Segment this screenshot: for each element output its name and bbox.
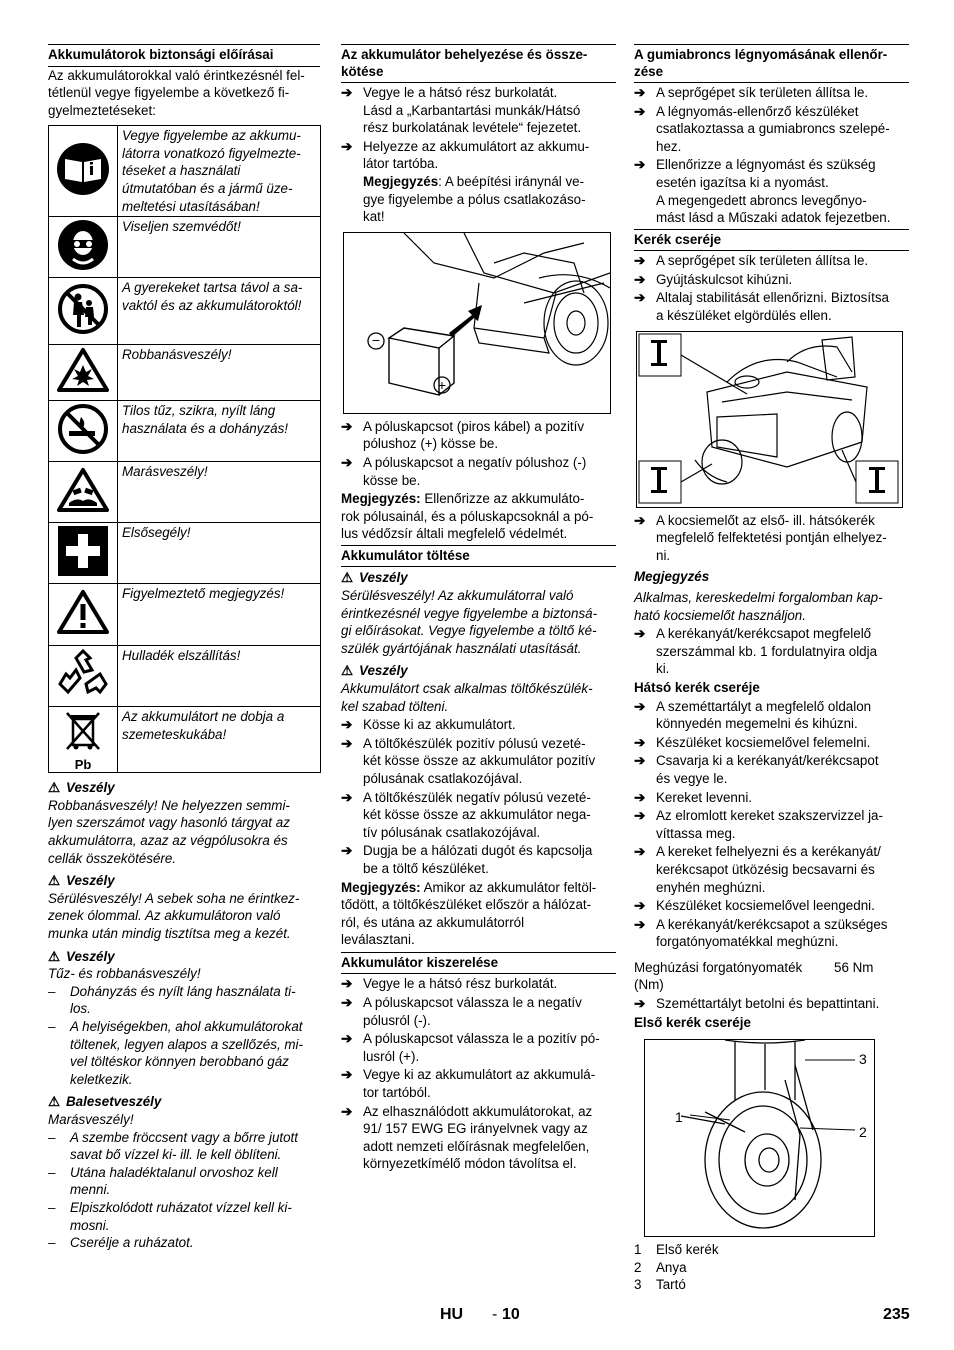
arrow-icon: ➔ xyxy=(634,996,646,1012)
keep-children-away-icon xyxy=(49,278,118,345)
step-item: ➔ Vegye le a hátsó rész burkolatát. Lásd a „Karbantartási munkák/Hátsó rész burkolatának levétele“ fejezetet. xyxy=(341,85,582,136)
explosion-hazard-icon xyxy=(49,345,118,401)
section-heading: A gumiabroncs légnyomásának ellenőr- zése xyxy=(634,44,909,80)
divider xyxy=(634,250,909,251)
no-fire-smoking-icon xyxy=(49,401,118,462)
section-heading: Az akkumulátor behelyezése és össze- kötése xyxy=(341,44,616,80)
legend-item: 3 Tartó xyxy=(634,1277,686,1293)
table-row xyxy=(49,707,321,773)
table-cell-text: Viseljen szemvédőt! xyxy=(118,217,321,278)
recycling-icon xyxy=(49,646,118,707)
arrow-icon: ➔ xyxy=(341,735,353,751)
danger-text: Sérülésveszély! A sebek soha ne érintkez- zenek ólommal. Az akkumulátoron való munka után mindig tisztítsa meg a kezét. xyxy=(48,890,300,942)
section-heading: Kerék cseréje xyxy=(634,229,909,249)
footer-dash: - xyxy=(492,1306,498,1323)
table-cell-text: Vegye figyelembe az akkumu- látorra vonatkozó figyelmezte- téseket a használati útmutatóban és a jármű üze- meltetési utasításában! xyxy=(118,126,321,217)
safety-symbols-table xyxy=(48,125,321,773)
note-text: Megjegyzés: Ellenőrizze az akkumuláto- rok pólusainál, és a póluskapcsoknál a pó- lus védőzsír általi megfelelő védelmét. xyxy=(341,491,594,542)
step-item: ➔ A póluskapcsot válassza le a negatív pólusról (-). xyxy=(341,994,582,1028)
arrow-icon: ➔ xyxy=(634,916,646,932)
step-item: ➔ Készüléket kocsiemelővel leengedni. xyxy=(634,898,875,914)
step-item: ➔ Kösse ki az akkumulátort. xyxy=(341,717,516,733)
arrow-icon: ➔ xyxy=(634,626,646,642)
jack-points-figure xyxy=(636,331,903,508)
arrow-icon: ➔ xyxy=(341,789,353,805)
column-3 xyxy=(634,44,909,1294)
pb-label: Pb xyxy=(74,756,92,772)
arrow-icon: ➔ xyxy=(634,290,646,306)
arrow-icon: ➔ xyxy=(634,734,646,750)
battery-install-figure xyxy=(343,232,611,414)
table-cell-text: Hulladék elszállítás! xyxy=(118,646,321,707)
arrow-icon: ➔ xyxy=(341,1031,353,1047)
arrow-icon: ➔ xyxy=(341,1067,353,1083)
arrow-icon: ➔ xyxy=(634,898,646,914)
table-cell-text: Robbanásveszély! xyxy=(118,345,321,401)
arrow-icon: ➔ xyxy=(634,253,646,269)
divider xyxy=(341,566,616,567)
danger-heading: ⚠ Veszély xyxy=(341,570,408,586)
danger-heading: ⚠ Veszély xyxy=(341,663,408,679)
warning-triangle-icon: ⚠ xyxy=(341,570,354,586)
legend-item: 1 Első kerék xyxy=(634,1242,719,1258)
step-item: ➔ A kereket felhelyezni és a kerékanyát/ kerékcsapot ütközésig becsavarni és enyhén meghúzni. xyxy=(634,844,881,895)
note-text: Alkalmas, kereskedelmi forgalomban kap- ható kocsiemelőt használjon. xyxy=(634,590,883,623)
table-cell-text: Elsősegély! xyxy=(118,523,321,584)
arrow-icon: ➔ xyxy=(634,698,646,714)
footer-language: HU xyxy=(440,1306,464,1323)
step-item: ➔ Készüléket kocsiemelővel felemelni. xyxy=(634,734,871,750)
column-2 xyxy=(341,44,616,1174)
arrow-icon: ➔ xyxy=(341,1103,353,1119)
subsection-heading: Első kerék cseréje xyxy=(634,1014,751,1030)
danger-heading: ⚠ Veszély xyxy=(48,780,115,796)
danger-text: Sérülésveszély! Az akkumulátorral való érintkezésnél vegye figyelembe a biztonsá- gi előírásokat. Vegye figyelembe a töltő ké- szülék gyártójának használati utasítását. xyxy=(341,588,598,656)
arrow-icon: ➔ xyxy=(634,808,646,824)
step-item: ➔ A póluskapcsot válassza le a pozitív pó- lusról (+). xyxy=(341,1031,600,1064)
table-row xyxy=(49,126,321,217)
step-item: ➔ A póluskapcsot (piros kábel) a pozitív pólushoz (+) kösse be. xyxy=(341,418,585,452)
list-item: – A helyiségekben, ahol akkumulátorokat töltenek, legyen alapos a szellőzés, mi- vel töltéskor könnyen berobbanó gáz keletkezik. xyxy=(48,1019,303,1087)
table-cell-text: A gyerekeket tartsa távol a sa- vaktól és az akkumulátoroktól! xyxy=(118,278,321,345)
callout-2: 2 xyxy=(859,1124,867,1141)
section-heading: Akkumulátor kiszerelése xyxy=(341,952,616,972)
step-item: ➔ Kereket levenni. xyxy=(634,789,753,805)
table-row xyxy=(49,345,321,401)
danger-heading: ⚠ Veszély xyxy=(48,873,115,889)
list-item: – A szembe fröccsent vagy a bőrre jutott savat bő vízzel ki- ill. le kell öblíteni. xyxy=(48,1129,298,1163)
step-item: ➔ Altalaj stabilitását ellenőrizni. Biztosítsa a készüléket elgördülés ellen. xyxy=(634,290,889,324)
divider xyxy=(341,82,616,83)
arrow-icon: ➔ xyxy=(341,717,353,733)
arrow-icon: ➔ xyxy=(634,85,646,100)
table-cell-text: Az akkumulátort ne dobja a szemeteskukába! xyxy=(118,707,321,773)
accident-heading: ⚠ Balesetveszély xyxy=(48,1094,162,1110)
step-item: ➔ A kocsiemelőt az első- ill. hátsókerék megfelelő felfektetési pontján elhelyez- ni. xyxy=(634,512,887,563)
torque-spec: Meghúzási forgatónyomaték (Nm) 56 Nm xyxy=(634,959,874,993)
step-item: ➔ A póluskapcsot a negatív pólushoz (-) kösse be. xyxy=(341,454,587,488)
arrow-icon: ➔ xyxy=(634,512,646,528)
eye-protection-icon xyxy=(49,217,118,278)
manual-book-icon xyxy=(49,126,118,217)
table-row xyxy=(49,462,321,523)
section-heading: Akkumulátorok biztonsági előírásai xyxy=(48,44,320,64)
arrow-icon: ➔ xyxy=(341,138,353,154)
arrow-icon: ➔ xyxy=(634,157,646,173)
warning-triangle-icon: ⚠ xyxy=(48,1094,61,1110)
danger-text: Akkumulátort csak alkalmas töltőkészülék- kel szabad tölteni. xyxy=(341,680,593,714)
arrow-icon: ➔ xyxy=(341,843,353,859)
list-item: – Cserélje a ruházatot. xyxy=(48,1235,194,1251)
step-item: ➔ Dugja be a hálózati dugót és kapcsolja be a töltő készüléket. xyxy=(341,843,593,876)
warning-triangle-icon: ⚠ xyxy=(48,948,61,964)
corrosive-hazard-icon xyxy=(49,462,118,523)
arrow-icon: ➔ xyxy=(634,789,646,805)
divider xyxy=(634,82,909,83)
battery-plus-label: + xyxy=(437,376,447,393)
section-heading: Akkumulátor töltése xyxy=(341,545,616,565)
subsection-heading: Hátsó kerék cseréje xyxy=(634,679,760,695)
crossed-bin-pb-icon xyxy=(49,707,118,773)
step-item: ➔ Helyezze az akkumulátort az akkumu- látor tartóba. Megjegyzés: A beépítési iránynál ve- gye figyelembe a pólus csatlakozáso- kat! xyxy=(341,138,590,225)
step-item: ➔ A szeméttartályt a megfelelő oldalon könnyedén megemelni és kihúzni. xyxy=(634,698,872,732)
step-item: ➔ Csavarja ki a kerékanyát/kerékcsapot és vegye le. xyxy=(634,753,879,786)
step-item: ➔ Ellenőrizze a légnyomást és szükség esetén igazítsa ki a nyomást. A megengedett abroncs levegőnyo- mást lásd a Műszaki adatok fejezetben. xyxy=(634,157,891,226)
arrow-icon: ➔ xyxy=(634,271,646,287)
list-item: – Dohányzás és nyílt láng használata ti- los. xyxy=(48,983,296,1017)
arrow-icon: ➔ xyxy=(634,844,646,860)
danger-heading: ⚠ Veszély xyxy=(48,948,115,964)
list-item: – Elpiszkolódott ruházatot vízzel kell ki- mosni. xyxy=(48,1199,292,1233)
danger-text: Robbanásveszély! Ne helyezzen semmi- lyen szerszámot vagy hasonló tárgyat az akkumulátorra, azaz az végpólusokra és cellák összekötésére. xyxy=(48,797,290,866)
step-item: ➔ A kerékanyát/kerékcsapot a szükséges forgatónyomatékkal meghúzni. xyxy=(634,916,888,950)
step-item: ➔ A kerékanyát/kerékcsapot megfelelő szerszámmal kb. 1 fordulatnyira oldja ki. xyxy=(634,626,878,677)
front-wheel-figure xyxy=(644,1039,875,1237)
table-row xyxy=(49,646,321,707)
list-item: – Utána haladéktalanul orvoshoz kell menni. xyxy=(48,1164,278,1198)
danger-text: Marásveszély! xyxy=(48,1111,134,1127)
callout-1: 1 xyxy=(675,1109,683,1126)
step-item: ➔ A seprőgépet sík területen állítsa le. xyxy=(634,85,869,100)
arrow-icon: ➔ xyxy=(341,994,353,1010)
warning-icon xyxy=(49,584,118,646)
arrow-icon: ➔ xyxy=(341,454,353,470)
table-row xyxy=(49,401,321,462)
note-text: Megjegyzés: Amikor az akkumulátor feltöl- tődött, a töltőkészüléket először a hálózat- ról, és utána az akkumulátorról leválasztani. xyxy=(341,879,597,948)
step-item: ➔ Vegye ki az akkumulátort az akkumulá- tor tartóból. xyxy=(341,1067,596,1100)
note-heading: Megjegyzés xyxy=(634,569,710,585)
danger-text: Tűz- és robbanásveszély! xyxy=(48,966,201,982)
step-item: ➔ Gyújtáskulcsot kihúzni. xyxy=(634,271,793,287)
warning-triangle-icon: ⚠ xyxy=(48,780,61,796)
arrow-icon: ➔ xyxy=(341,85,353,100)
divider xyxy=(341,973,616,974)
warning-triangle-icon: ⚠ xyxy=(341,663,354,679)
arrow-icon: ➔ xyxy=(341,976,353,992)
step-item: ➔ A légnyomás-ellenőrző készüléket csatlakoztassa a gumiabroncs szelepé- hez. xyxy=(634,103,890,154)
first-aid-icon xyxy=(49,523,118,584)
intro-text: Az akkumulátorokkal való érintkezésnél fel- tétlenül vegye figyelembe a következő fi- gyelmeztetéseket: xyxy=(48,67,305,118)
step-item: ➔ Az elhasználódott akkumulátorokat, az 91/ 157 EWG EG irányelvnek vagy az adott nemzeti előírásnak megfelelően, környezetkímélő módon távolítsa el. xyxy=(341,1103,593,1172)
step-item: ➔ Szeméttartályt betolni és bepattintani. xyxy=(634,996,880,1012)
table-row xyxy=(49,523,321,584)
step-item: ➔ A töltőkészülék negatív pólusú vezeté- két kösse össze az akkumulátor nega- tív pólusának csatlakozójával. xyxy=(341,789,591,840)
arrow-icon: ➔ xyxy=(341,418,353,434)
battery-minus-label: − xyxy=(371,331,381,348)
warning-triangle-icon: ⚠ xyxy=(48,873,61,889)
table-row xyxy=(49,217,321,278)
footer-local-page: 10 xyxy=(502,1306,520,1323)
column-1 xyxy=(48,44,320,1252)
table-cell-text: Figyelmeztető megjegyzés! xyxy=(118,584,321,646)
table-cell-text: Marásveszély! xyxy=(118,462,321,523)
arrow-icon: ➔ xyxy=(634,753,646,769)
step-item: ➔ Vegye le a hátsó rész burkolatát. xyxy=(341,976,558,992)
footer-page-number: 235 xyxy=(883,1306,910,1323)
table-row xyxy=(49,584,321,646)
step-item: ➔ Az elromlott kereket szakszervizzel ja- víttassa meg. xyxy=(634,808,883,841)
step-item: ➔ A töltőkészülék pozitív pólusú vezeté- két kösse össze az akkumulátor pozitív pólusának csatlakozójával. xyxy=(341,735,596,786)
callout-3: 3 xyxy=(859,1051,867,1068)
step-item: ➔ A seprőgépet sík területen állítsa le. xyxy=(634,253,869,269)
legend-item: 2 Anya xyxy=(634,1259,687,1275)
table-cell-text: Tilos tűz, szikra, nyílt láng használata és a dohányzás! xyxy=(118,401,321,462)
arrow-icon: ➔ xyxy=(634,103,646,119)
table-row xyxy=(49,278,321,345)
